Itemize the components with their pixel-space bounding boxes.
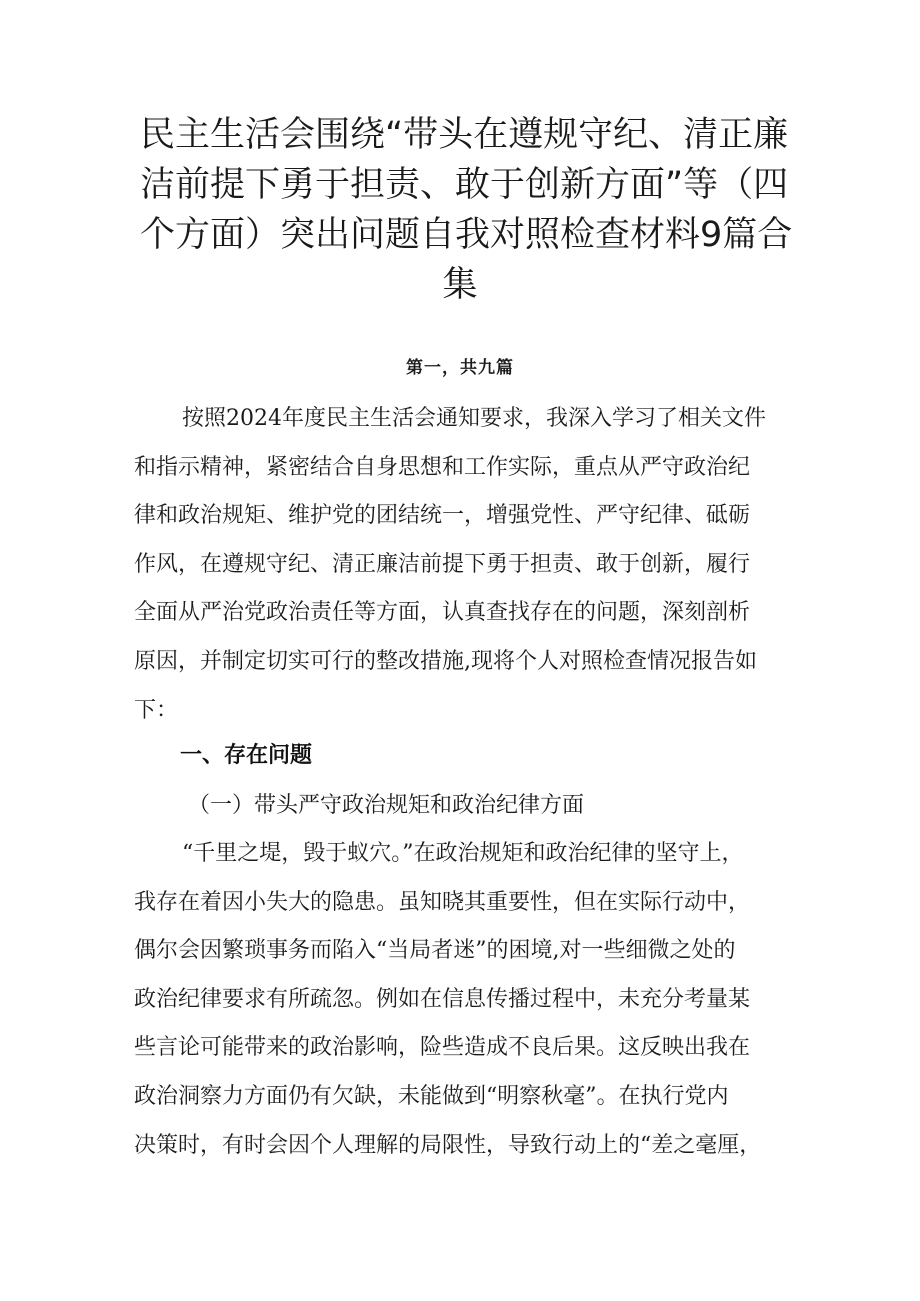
paragraph-line: 些言论可能带来的政治影响，险些造成不良后果。这反映出我在 xyxy=(134,1035,751,1061)
paragraph-line: 和指示精神，紧密结合自身思想和工作实际，重点从严守政治纪 xyxy=(134,454,751,480)
paragraph-line: 决策时，有时会因个人理解的局限性，导致行动上的“差之毫厘， xyxy=(134,1132,762,1158)
title-line: 民主生活会围绕“带头在遵规守纪、清正廉 xyxy=(140,115,789,155)
intro-paragraph xyxy=(134,395,794,735)
document-subtitle: 第一，共九篇 xyxy=(406,358,514,378)
paragraph-line: 政治洞察力方面仍有欠缺，未能做到“明察秋毫”。在执行党内 xyxy=(134,1083,729,1109)
paragraph-line: 律和政治规矩、维护党的团结统一，增强党性、严守纪律、砥砺 xyxy=(134,503,751,529)
document-title xyxy=(140,110,793,310)
paragraph-line: 下： xyxy=(134,697,179,723)
paragraph-line: 我存在着因小失大的隐患。虽知晓其重要性，但在实际行动中， xyxy=(134,889,751,915)
section-heading: 一、存在问题 xyxy=(180,743,313,768)
title-line: 个方面）突出问题自我对照检查材料9篇合 xyxy=(140,215,793,255)
title-line: 洁前提下勇于担责、敢于创新方面”等（四 xyxy=(140,165,789,205)
paragraph-line: “千里之堤，毁于蚁穴。”在政治规矩和政治纪律的坚守上， xyxy=(182,841,744,866)
title-line: 集 xyxy=(442,265,478,305)
paragraph-line: 全面从严治党政治责任等方面，认真查找存在的问题，深刻剖析 xyxy=(134,600,751,626)
paragraph-line: 作风，在遵规守纪、清正廉洁前提下勇于担责、敢于创新，履行 xyxy=(134,551,751,577)
paragraph-line: 政治纪律要求有所疏忽。例如在信息传播过程中，未充分考量某 xyxy=(134,986,751,1012)
subsection-heading: （一）带头严守政治规矩和政治纪律方面 xyxy=(188,793,585,818)
body-paragraph xyxy=(134,830,794,1170)
paragraph-line: 偶尔会因繁琐事务而陷入“当局者迷”的困境,对一些细微之处的 xyxy=(134,938,736,964)
paragraph-line: 原因，并制定切实可行的整改措施,现将个人对照检查情况报告如 xyxy=(134,648,757,674)
paragraph-line: 按照2024年度民主生活会通知要求，我深入学习了相关文件 xyxy=(182,406,766,431)
